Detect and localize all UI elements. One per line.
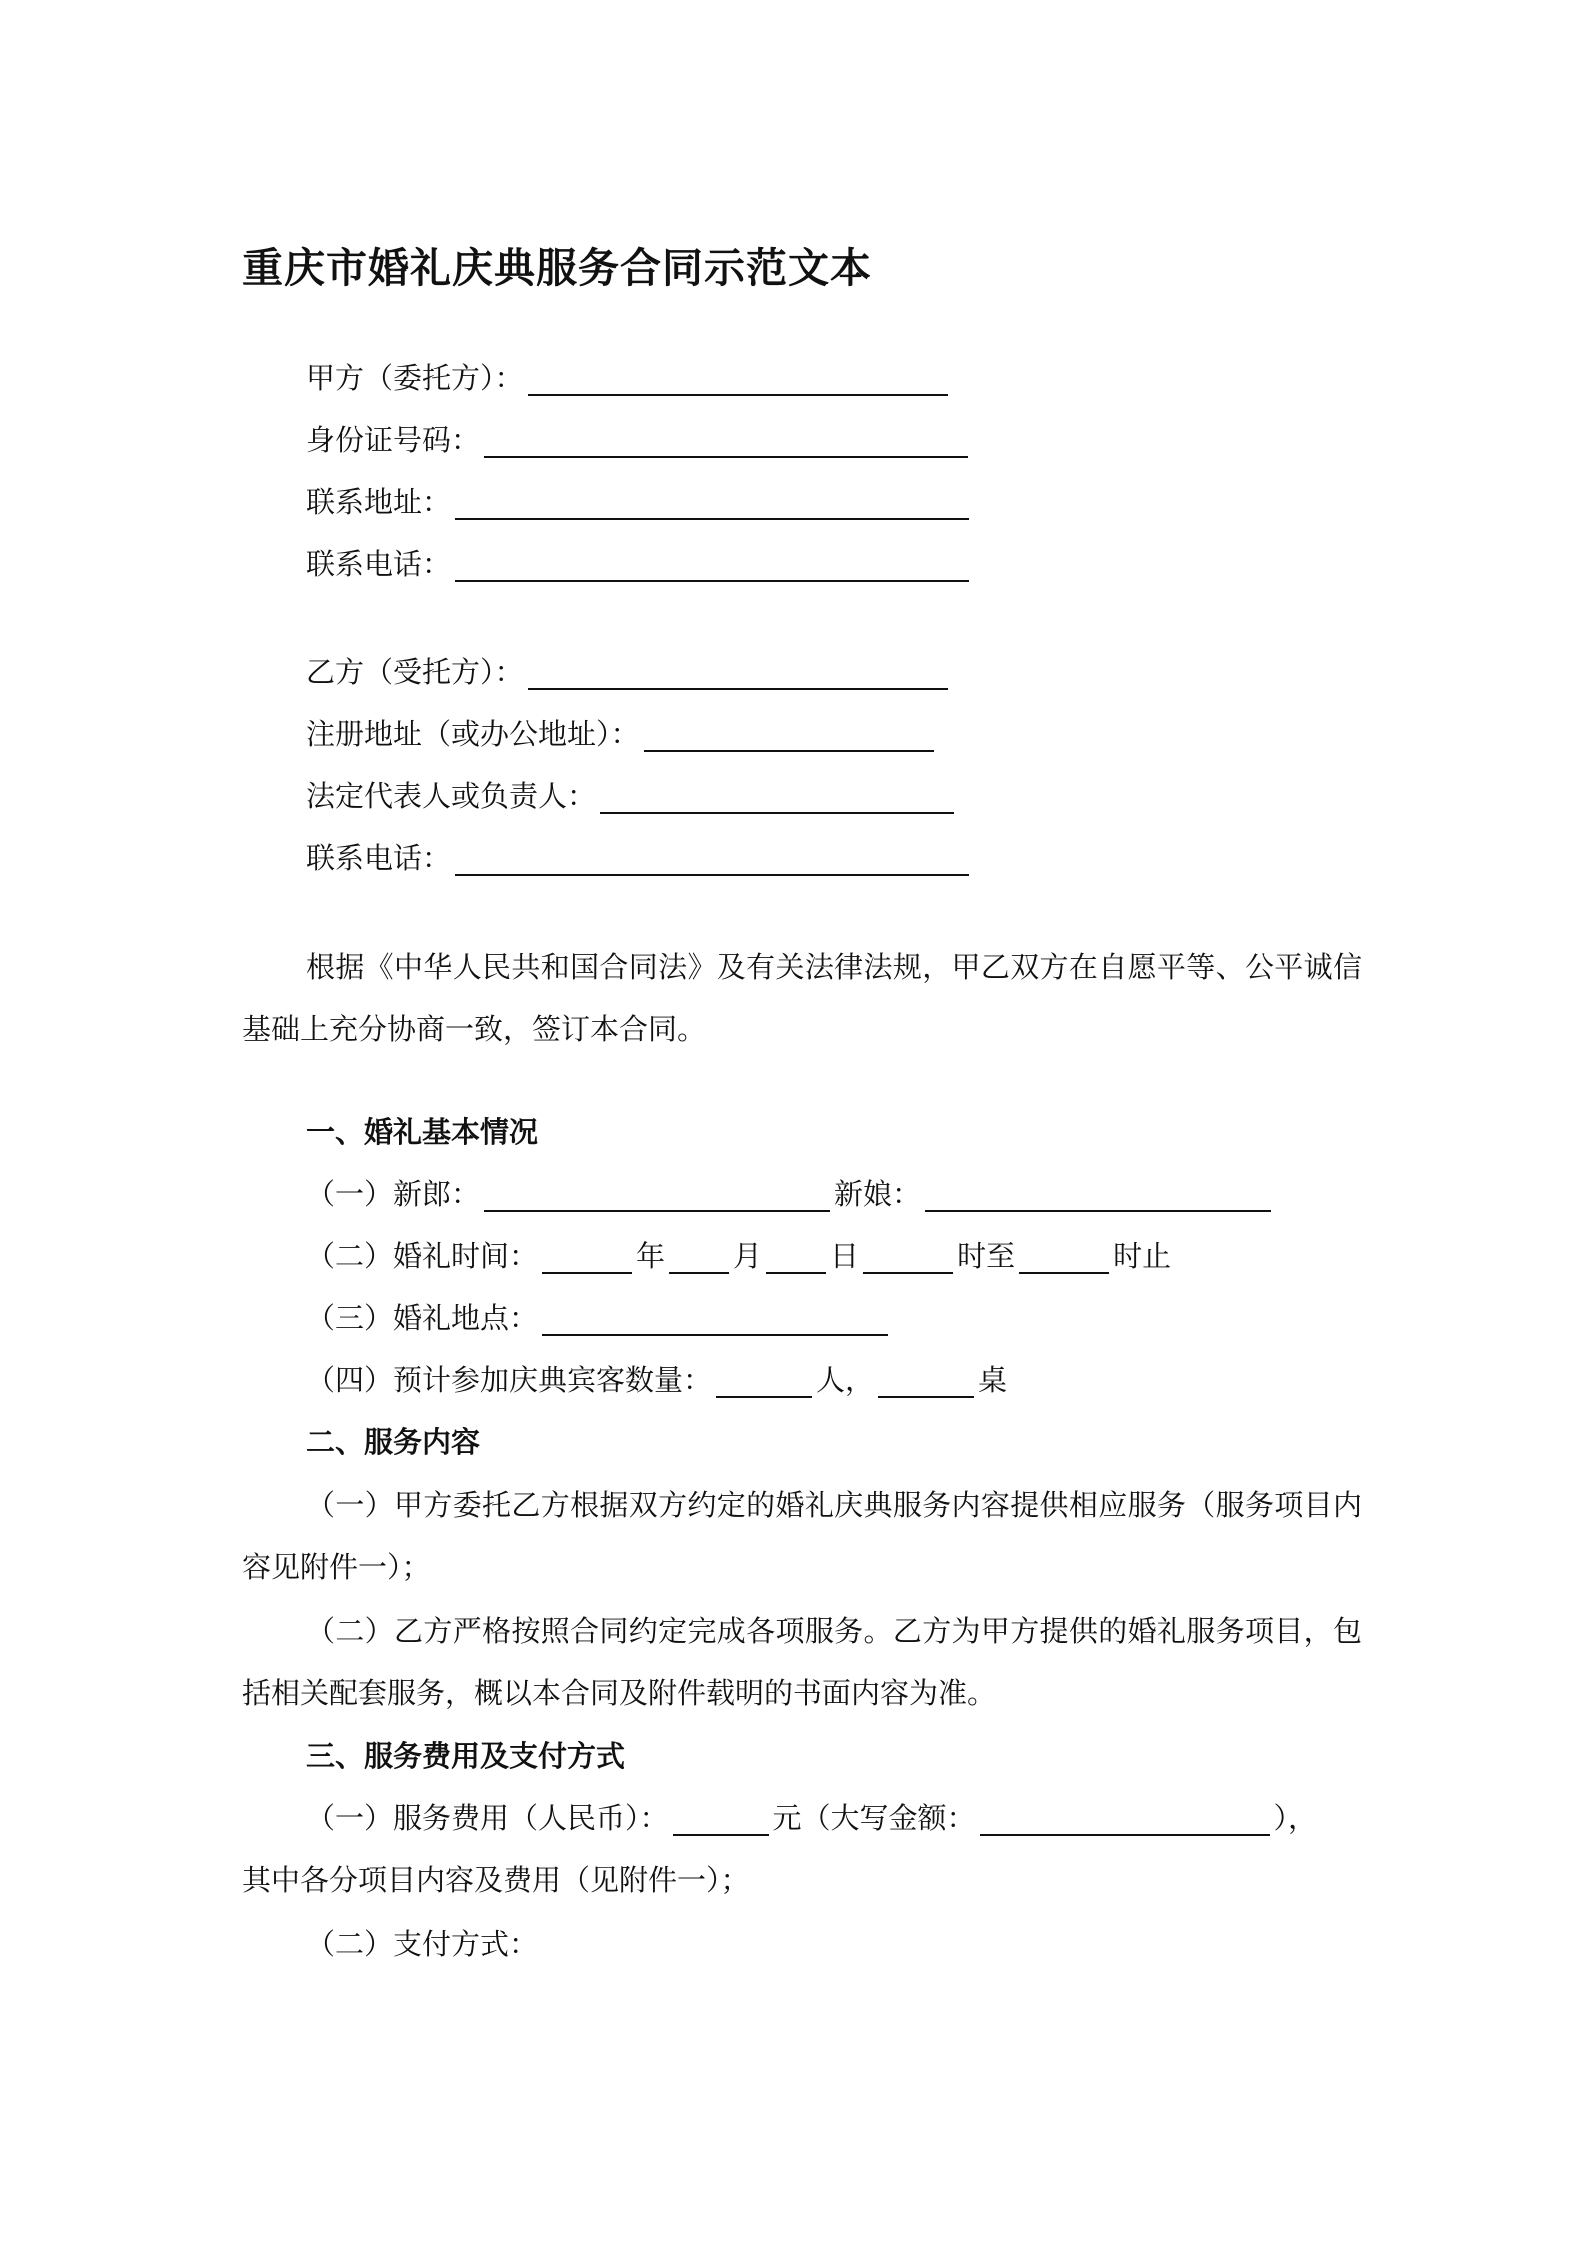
tables-unit: 桌 [978,1363,1008,1397]
party-a-phone-label: 联系电话： [306,547,452,581]
service-item-1: （一）甲方委托乙方根据双方约定的婚礼庆典服务内容提供相应服务（服务项目内容见附件一）； [242,1488,1362,1584]
party-a-id-label: 身份证号码： [306,423,481,457]
hour-from-text: 时至 [957,1239,1016,1273]
section-2-heading: 二、服务内容 [306,1425,481,1459]
groom-label: （一）新郎： [306,1177,481,1211]
persons-unit: 人， [816,1363,875,1397]
party-b-address-row [306,708,938,760]
guests-count-field[interactable] [716,1356,812,1398]
end-hour-field[interactable] [1019,1232,1109,1274]
year-unit: 年 [636,1239,666,1273]
party-b-address-field[interactable] [644,710,934,752]
party-a-name-row [306,352,952,404]
payment-method-label: （二）支付方式： [306,1927,539,1961]
fee-capital-field[interactable] [980,1794,1270,1836]
party-a-address-field[interactable] [455,478,969,520]
venue-label: （三）婚礼地点： [306,1301,539,1335]
groom-bride-row [306,1168,1275,1220]
party-b-name-field[interactable] [528,648,948,690]
venue-field[interactable] [542,1294,888,1336]
party-b-rep-field[interactable] [600,772,954,814]
day-field[interactable] [766,1232,826,1274]
guests-row [306,1354,1007,1406]
year-field[interactable] [542,1232,632,1274]
party-a-phone-row [306,538,973,590]
yuan-text: 元（大写金额： [772,1801,976,1835]
party-a-phone-field[interactable] [455,540,969,582]
party-a-address-row [306,476,973,528]
party-b-rep-row [306,770,958,822]
preamble-paragraph: 根据《中华人民共和国合同法》及有关法律法规，甲乙双方在自愿平等、公平诚信基础上充分协商一致，签订本合同。 [242,950,1362,1046]
day-unit: 日 [830,1239,860,1273]
fee-continuation: 其中各分项目内容及费用（见附件一）； [242,1863,750,1897]
start-hour-field[interactable] [863,1232,953,1274]
groom-field[interactable] [484,1170,830,1212]
document-title: 重庆市婚礼庆典服务合同示范文本 [242,244,872,292]
party-b-name-row [306,646,952,698]
month-unit: 月 [733,1239,763,1273]
bride-label: 新娘： [834,1177,922,1211]
month-field[interactable] [669,1232,729,1274]
party-b-address-label: 注册地址（或办公地址）： [306,717,640,751]
hour-to-text: 时止 [1113,1239,1172,1273]
bride-field[interactable] [925,1170,1271,1212]
party-a-name-label: 甲方（委托方）： [306,361,524,395]
section-1-heading: 一、婚礼基本情况 [306,1115,539,1149]
party-a-id-row [306,414,972,466]
party-b-rep-label: 法定代表人或负责人： [306,779,597,813]
fee-row [306,1792,1317,1844]
party-b-phone-label: 联系电话： [306,841,452,875]
party-b-phone-row [306,832,973,884]
service-item-2: （二）乙方严格按照合同约定完成各项服务。乙方为甲方提供的婚礼服务项目，包括相关配套服务，概以本合同及附件载明的书面内容为准。 [242,1614,1362,1710]
party-b-name-label: 乙方（受托方）： [306,655,524,689]
party-a-address-label: 联系地址： [306,485,452,519]
section-3-heading: 三、服务费用及支付方式 [306,1739,626,1773]
guests-label: （四）预计参加庆典宾客数量： [306,1363,713,1397]
fee-label: （一）服务费用（人民币）： [306,1801,669,1835]
party-a-name-field[interactable] [528,354,948,396]
party-b-phone-field[interactable] [455,834,969,876]
fee-close-text: ）， [1273,1801,1318,1835]
tables-count-field[interactable] [878,1356,974,1398]
fee-amount-field[interactable] [673,1794,769,1836]
wedding-time-row [306,1230,1171,1282]
wedding-time-label: （二）婚礼时间： [306,1239,539,1273]
party-a-id-field[interactable] [484,416,968,458]
venue-row [306,1292,892,1344]
